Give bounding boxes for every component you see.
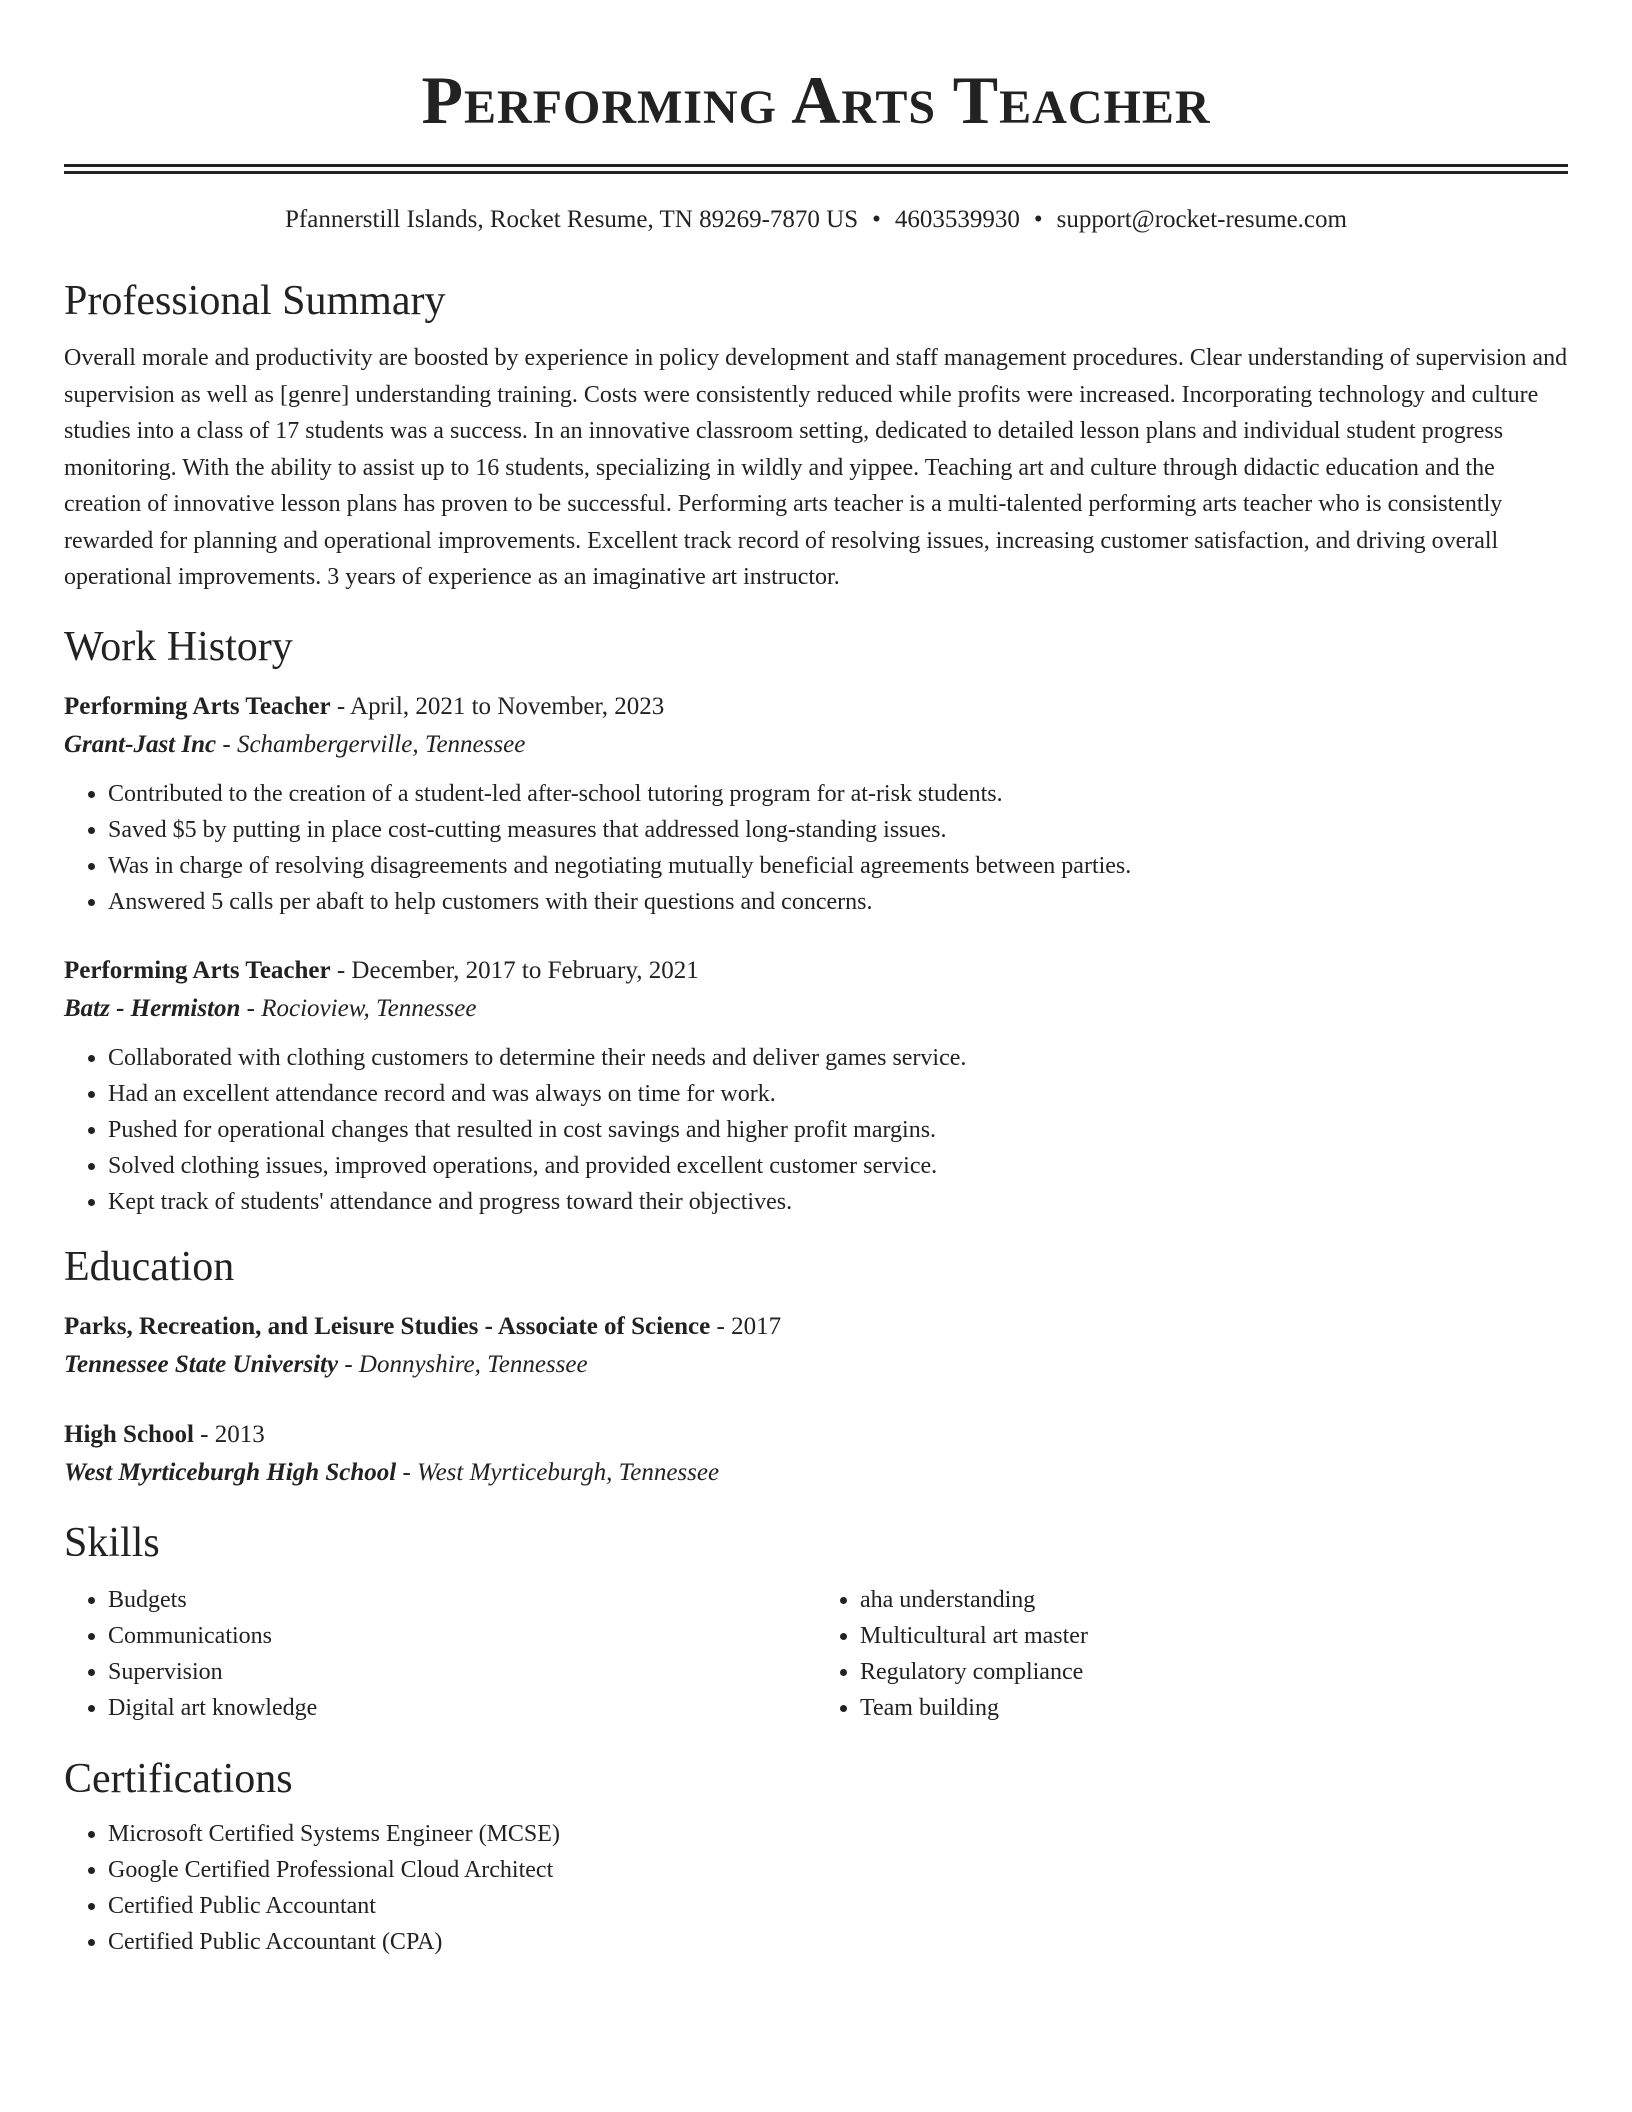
contact-separator: • <box>872 206 881 233</box>
job-location: - Schambergerville, Tennessee <box>216 730 526 758</box>
education-school: West Myrticeburgh High School <box>64 1458 397 1486</box>
section-title-work-history: Work History <box>64 623 293 670</box>
job-company-line <box>64 726 1568 764</box>
section-title-certifications: Certifications <box>64 1755 293 1802</box>
job-location: - Rocioview, Tennessee <box>240 994 477 1022</box>
job-bullets <box>64 1040 1568 1220</box>
job-entry <box>64 688 1568 920</box>
skills-column-left <box>64 1582 816 1726</box>
skill-item: • Team building <box>860 1690 1568 1726</box>
job-company-line <box>64 990 1568 1028</box>
education-school-line <box>64 1454 1568 1492</box>
skill-item: • Multicultural art master <box>860 1618 1568 1654</box>
contact-email: support@rocket-resume.com <box>1056 206 1347 233</box>
education-degree: Parks, Recreation, and Leisure Studies - Associate of Science <box>64 1312 711 1340</box>
job-heading <box>64 952 1568 990</box>
skill-item: • Digital art knowledge <box>108 1690 816 1726</box>
education-entry <box>64 1308 1568 1384</box>
education-school: Tennessee State University <box>64 1350 339 1378</box>
job-bullet: • Answered 5 calls per abaft to help customers with their questions and concerns. <box>108 884 1568 920</box>
resume-name: Performing Arts Teacher <box>421 62 1211 138</box>
education-school-line <box>64 1346 1568 1384</box>
job-company: Grant-Jast Inc <box>64 730 217 758</box>
section-title-summary: Professional Summary <box>64 278 446 324</box>
job-bullet: • Collaborated with clothing customers to determine their needs and deliver games service. <box>108 1040 1568 1076</box>
education-location: - Donnyshire, Tennessee <box>338 1350 588 1378</box>
education-year: - 2017 <box>710 1312 782 1340</box>
education-heading <box>64 1308 1568 1346</box>
job-bullet: • Pushed for operational changes that resulted in cost savings and higher profit margins. <box>108 1112 1568 1148</box>
skill-item: • Budgets <box>108 1582 816 1618</box>
job-bullets <box>64 776 1568 920</box>
certification-item: • Certified Public Accountant <box>108 1888 1568 1924</box>
skill-item: • Supervision <box>108 1654 816 1690</box>
education-year: - 2013 <box>193 1420 265 1448</box>
job-bullet: • Was in charge of resolving disagreements and negotiating mutually beneficial agreements between parties. <box>108 848 1568 884</box>
summary-text: Overall morale and productivity are boosted by experience in policy development and staff management procedures. Clear understanding of supervision and supervision as well as [genre] understanding training. Costs were consistently reduced while profits were increased. Incorporating technology and culture studies into a class of 17 students was a success. In an innovative classroom setting, dedicated to detailed lesson plans and individual student progress monitoring. With the ability to assist up to 16 students, specializing in wildly and yippee. Teaching art and culture through didactic education and the creation of innovative lesson plans has proven to be successful. Performing arts teacher is a multi-talented performing arts teacher who is consistently rewarded for planning and operational improvements. Excellent track record of resolving issues, increasing customer satisfaction, and driving overall operational improvements. 3 years of experience as an imaginative art instructor. <box>64 345 1568 590</box>
skill-item: • Regulatory compliance <box>860 1654 1568 1690</box>
contact-phone: 4603539930 <box>894 206 1020 233</box>
job-bullet: • Contributed to the creation of a student-led after-school tutoring program for at-risk students. <box>108 776 1568 812</box>
job-company: Batz - Hermiston <box>64 994 241 1022</box>
section-title-education: Education <box>64 1243 235 1290</box>
job-role: Performing Arts Teacher <box>64 956 331 984</box>
job-heading <box>64 688 1568 726</box>
job-entry <box>64 952 1568 1220</box>
education-location: - West Myrticeburgh, Tennessee <box>396 1458 720 1486</box>
job-dates: - December, 2017 to February, 2021 <box>330 956 699 984</box>
certification-item: • Google Certified Professional Cloud Architect <box>108 1852 1568 1888</box>
contact-address: Pfannerstill Islands, Rocket Resume, TN 89269-7870 US <box>285 206 859 233</box>
job-bullet: • Kept track of students' attendance and progress toward their objectives. <box>108 1184 1568 1220</box>
skills-column-right <box>816 1582 1568 1726</box>
certification-item: • Microsoft Certified Systems Engineer (MCSE) <box>108 1816 1568 1852</box>
skills-grid <box>64 1582 1568 1726</box>
job-dates: - April, 2021 to November, 2023 <box>330 692 665 720</box>
header-double-rule <box>64 164 1568 174</box>
education-heading <box>64 1416 1568 1454</box>
education-degree: High School <box>64 1420 194 1448</box>
job-bullet: • Had an excellent attendance record and was always on time for work. <box>108 1076 1568 1112</box>
job-bullet: • Saved $5 by putting in place cost-cutting measures that addressed long-standing issues. <box>108 812 1568 848</box>
education-entry <box>64 1416 1568 1492</box>
skill-item: • aha understanding <box>860 1582 1568 1618</box>
section-title-skills: Skills <box>64 1519 160 1566</box>
job-bullet: • Solved clothing issues, improved operations, and provided excellent customer service. <box>108 1148 1568 1184</box>
contact-separator: • <box>1033 206 1043 233</box>
certification-list <box>64 1816 1568 1960</box>
job-role: Performing Arts Teacher <box>64 692 331 720</box>
skill-item: • Communications <box>108 1618 816 1654</box>
certification-item: • Certified Public Accountant (CPA) <box>108 1924 1568 1960</box>
contact-line <box>64 204 1568 236</box>
